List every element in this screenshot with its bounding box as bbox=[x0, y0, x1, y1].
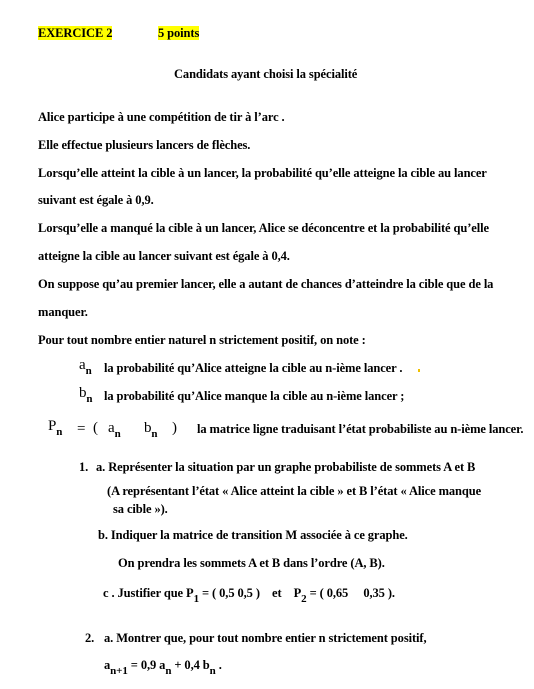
exercise-label: EXERCICE 2 bbox=[38, 26, 113, 40]
def-p-close: ) bbox=[172, 420, 177, 436]
intro-line-2: Elle effectue plusieurs lancers de flèches. bbox=[38, 138, 251, 152]
subtitle: Candidats ayant choisi la spécialité bbox=[174, 67, 358, 81]
def-p-eq: = bbox=[77, 421, 86, 437]
points-label: 5 points bbox=[158, 26, 200, 40]
intro-line-9: Pour tout nombre entier naturel n strictement positif, on note : bbox=[38, 333, 366, 347]
def-p-open: ( bbox=[93, 420, 98, 436]
def-a: an bbox=[79, 357, 92, 377]
exercise-title bbox=[38, 26, 112, 41]
def-p: Pn bbox=[48, 418, 63, 438]
intro-line-5: Lorsqu’elle a manqué la cible à un lancer, Alice se déconcentre et la probabilité qu’elle bbox=[38, 221, 489, 235]
def-p-a: an bbox=[108, 420, 121, 440]
marker-stub bbox=[418, 369, 420, 372]
def-p-b: bn bbox=[144, 420, 158, 440]
q2-a: a. Montrer que, pour tout nombre entier n strictement positif, bbox=[104, 631, 427, 645]
q1-b: b. Indiquer la matrice de transition M associée à ce graphe. bbox=[98, 528, 408, 542]
def-a-text: la probabilité qu’Alice atteigne la cible au n-ième lancer . bbox=[104, 361, 403, 375]
intro-line-6: atteigne la cible au lancer suivant est égale à 0,4. bbox=[38, 249, 290, 263]
def-b-text: la probabilité qu’Alice manque la cible au n-ième lancer ; bbox=[104, 389, 405, 403]
intro-line-3: Lorsqu’elle atteint la cible à un lancer, la probabilité qu’elle atteigne la cible au lancer bbox=[38, 166, 487, 180]
intro-line-8: manquer. bbox=[38, 305, 88, 319]
q1-number: 1. bbox=[79, 460, 89, 474]
q2-number: 2. bbox=[85, 631, 95, 645]
intro-line-4: suivant est égale à 0,9. bbox=[38, 193, 154, 207]
q1-c: c . Justifier que P1 = ( 0,5 0,5 ) et P2 = ( 0,65 0,35 ). bbox=[103, 586, 395, 605]
def-b: bn bbox=[79, 385, 93, 405]
q2-formula: an+1 = 0,9 an + 0,4 bn . bbox=[104, 658, 222, 677]
q1-a-line3: sa cible »). bbox=[113, 502, 168, 516]
intro-line-7: On suppose qu’au premier lancer, elle a autant de chances d’atteindre la cible que de la bbox=[38, 277, 494, 291]
q1-a: a. Représenter la situation par un graphe probabiliste de sommets A et B bbox=[96, 460, 476, 474]
q1-a-line2: (A représentant l’état « Alice atteint la cible » et B l’état « Alice manque bbox=[107, 484, 482, 498]
def-p-text: la matrice ligne traduisant l’état probabiliste au n-ième lancer. bbox=[197, 422, 524, 436]
intro-line-1: Alice participe à une compétition de tir à l’arc . bbox=[38, 110, 285, 124]
q1-b-line2: On prendra les sommets A et B dans l’ordre (A, B). bbox=[118, 556, 385, 570]
